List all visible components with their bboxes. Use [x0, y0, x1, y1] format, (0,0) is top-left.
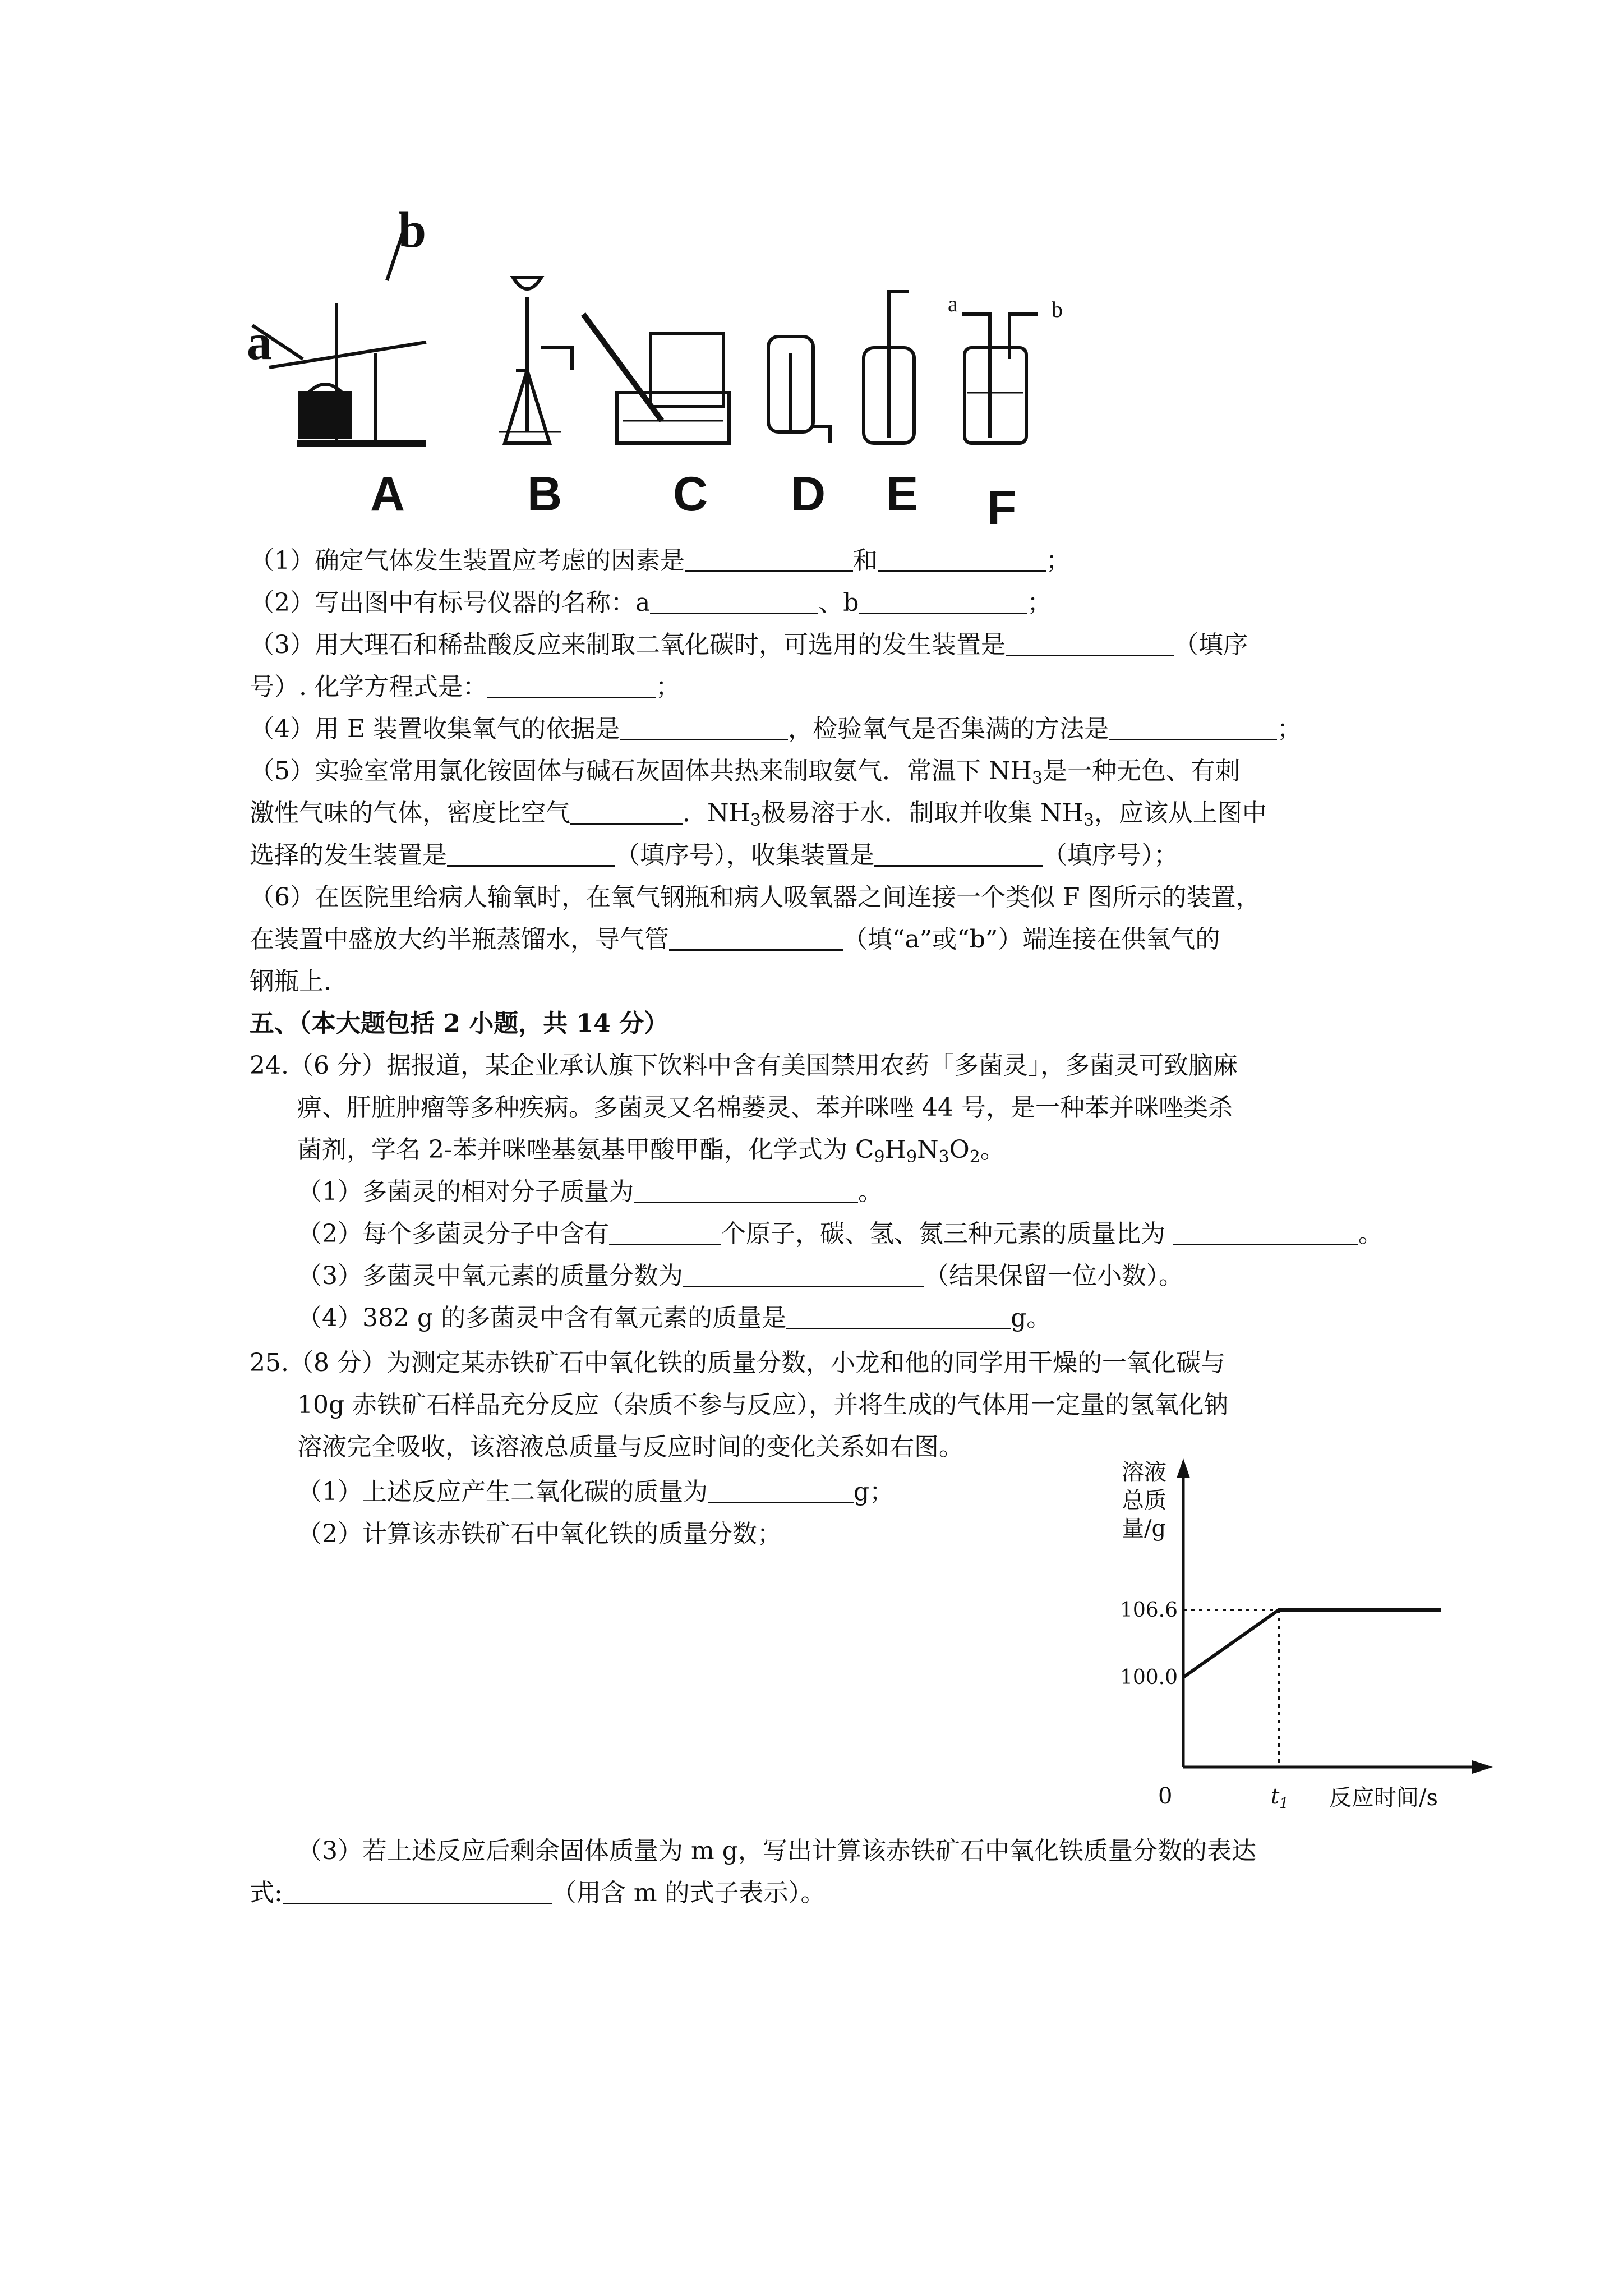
origin-label: 0: [1158, 1783, 1173, 1809]
q24-sub4: （4）382 g 的多菌灵中含有氧元素的质量是 g。: [297, 1304, 1052, 1332]
answer-blank[interactable]: [1173, 1219, 1358, 1245]
answer-blank[interactable]: [859, 588, 1027, 614]
q25-sub3-line2: 式: （用含 m 的式子表示）。: [250, 1879, 826, 1907]
section-heading: 五、（本大题包括 2 小题，共 14 分）: [250, 1009, 669, 1038]
q24-sub3: （3）多菌灵中氧元素的质量分数为 （结果保留一位小数）。: [297, 1262, 1183, 1290]
y-axis-label-line1: 溶液: [1122, 1460, 1166, 1485]
q24-sub2: （2）每个多菌灵分子中含有 个原子，碳、氢、氮三种元素的质量比为 。: [297, 1220, 1383, 1248]
q23-part5-line1: （5）实验室常用氯化铵固体与碱石灰固体共热来制取氨气．常温下 NH3是一种无色、有刺: [250, 757, 1240, 788]
label-F: F: [987, 481, 1017, 533]
f-port-a: a: [948, 291, 958, 316]
answer-blank[interactable]: [487, 672, 656, 698]
answer-blank[interactable]: [683, 1261, 924, 1287]
callout-a: a: [247, 315, 272, 370]
x-tick-label-t1: $t_1$: [1271, 1784, 1289, 1812]
q25-sub3-line1: （3）若上述反应后剩余固体质量为 m g，写出计算该赤铁矿石中氧化铁质量分数的表达: [297, 1837, 1256, 1865]
label-B: B: [527, 467, 562, 521]
callout-b: b: [398, 208, 427, 258]
q25-sub1: （1）上述反应产生二氧化碳的质量为 g；: [297, 1478, 895, 1506]
y-axis-arrow: [1177, 1458, 1190, 1478]
y-tick-label-100: 100.0: [1119, 1666, 1178, 1689]
answer-blank[interactable]: [283, 1878, 552, 1904]
answer-blank[interactable]: [1006, 630, 1174, 656]
q24-line3: 菌剂，学名 2-苯并咪唑基氨基甲酸甲酯，化学式为 C9H9N3O2。: [297, 1135, 1005, 1167]
label-C: C: [673, 467, 708, 521]
q23-part5-line2: 激性气味的气体，密度比空气 ．NH3极易溶于水．制取并收集 NH3，应该从上图中: [250, 799, 1267, 830]
apparatus-figure: [236, 208, 1200, 533]
y-axis-label-line3: 量/g: [1122, 1516, 1166, 1542]
q23-part2: （2）写出图中有标号仪器的名称：a 、b ；: [250, 588, 1052, 617]
answer-blank[interactable]: [786, 1303, 1011, 1329]
y-axis-label-line2: 总质: [1122, 1488, 1166, 1513]
answer-blank[interactable]: [650, 588, 818, 614]
q24-sub1: （1）多菌灵的相对分子质量为 。: [297, 1177, 883, 1206]
q24-line2: 痹、肝脏肿瘤等多种疾病。多菌灵又名棉蒌灵、苯并咪唑 44 号，是一种苯并咪唑类杀: [297, 1093, 1233, 1122]
answer-blank[interactable]: [634, 1177, 858, 1203]
x-axis-arrow: [1472, 1760, 1493, 1774]
answer-blank[interactable]: [609, 1219, 721, 1245]
chart-svg: [1094, 1453, 1497, 1823]
q23-part6-line3: 钢瓶上．: [250, 967, 348, 996]
q23-part3-line2: 号）. 化学方程式是： ；: [250, 673, 680, 701]
q25-line1: 25.（8 分）为测定某赤铁矿石中氧化铁的质量分数，小龙和他的同学用干燥的一氧化碳与: [250, 1349, 1225, 1377]
q23-part5-line3: 选择的发生装置是 （填序号），收集装置是 （填序号）；: [250, 841, 1178, 869]
q25-sub2: （2）计算该赤铁矿石中氧化铁的质量分数；: [297, 1520, 782, 1548]
q25-line2: 10g 赤铁矿石样品充分反应（杂质不参与反应），并将生成的气体用一定量的氢氧化钠: [297, 1391, 1229, 1419]
series-line: [1183, 1610, 1441, 1677]
label-A: A: [370, 467, 405, 521]
answer-blank[interactable]: [685, 546, 853, 572]
answer-blank[interactable]: [620, 714, 788, 740]
q23-part6-line1: （6）在医院里给病人输氧时，在氧气钢瓶和病人吸氧器之间连接一个类似 F 图所示的装置，: [250, 883, 1261, 912]
label-D: D: [791, 467, 826, 521]
y-tick-label-106-6: 106.6: [1119, 1599, 1178, 1622]
q23-part3-line1: （3）用大理石和稀盐酸反应来制取二氧化碳时，可选用的发生装置是 （填序: [250, 631, 1248, 659]
q25-line3: 溶液完全吸收，该溶液总质量与反应时间的变化关系如右图。: [297, 1433, 963, 1461]
answer-blank[interactable]: [874, 840, 1043, 867]
q23-part6-line2: 在装置中盛放大约半瓶蒸馏水，导气管 （填“a”或“b”）端连接在供氧气的: [250, 925, 1220, 954]
answer-blank[interactable]: [878, 546, 1046, 572]
apparatus-drawing: [236, 208, 1200, 533]
q23-part1: （1）确定气体发生装置应考虑的因素是 和 ；: [250, 546, 1071, 575]
label-E: E: [886, 467, 919, 521]
answer-blank[interactable]: [570, 798, 683, 825]
q23-part4: （4）用 E 装置收集氧气的依据是 ，检验氧气是否集满的方法是 ；: [250, 715, 1302, 743]
answer-blank[interactable]: [669, 924, 843, 951]
f-port-b: b: [1052, 297, 1063, 322]
q24-line1: 24.（6 分）据报道，某企业承认旗下饮料中含有美国禁用农药「多菌灵」，多菌灵可致脑麻: [250, 1051, 1238, 1080]
answer-blank[interactable]: [1109, 714, 1277, 740]
mass-time-chart: [1094, 1453, 1497, 1823]
x-axis-label: 反应时间/s: [1329, 1785, 1438, 1811]
answer-blank[interactable]: [447, 840, 615, 867]
answer-blank[interactable]: [708, 1477, 854, 1503]
